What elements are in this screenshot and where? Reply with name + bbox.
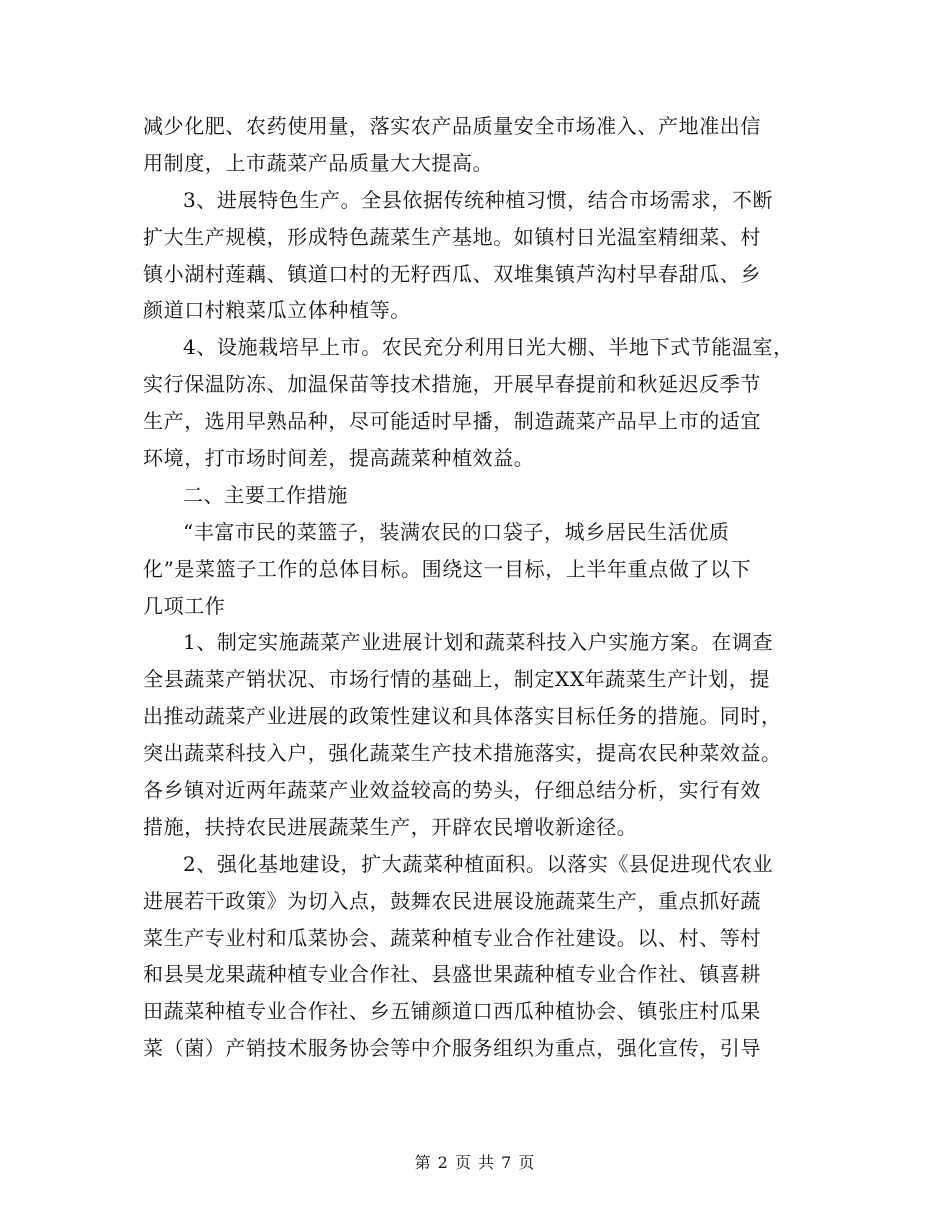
text-line: 1、制定实施蔬菜产业进展计划和蔬菜科技入户实施方案。在调查 bbox=[183, 630, 774, 655]
text-line: 菜（菌）产销技术服务协会等中介服务组织为重点，强化宣传，引导 bbox=[143, 1036, 761, 1061]
text-line: 和县昊龙果蔬种植专业合作社、县盛世果蔬种植专业合作社、镇喜耕 bbox=[143, 962, 761, 987]
text-line: 措施，扶持农民进展蔬菜生产，开辟农民增收新途径。 bbox=[143, 814, 638, 839]
text-line: 颜道口村粮菜瓜立体种植等。 bbox=[143, 298, 411, 323]
text-line: 3、进展特色生产。全县依据传统种植习惯，结合市场需求，不断 bbox=[183, 187, 774, 212]
text-line: 环境，打市场时间差，提高蔬菜种植效益。 bbox=[143, 446, 535, 471]
text-line: 2、强化基地建设，扩大蔬菜种植面积。以落实《县促进现代农业 bbox=[183, 851, 774, 876]
text-line: 化”是菜篮子工作的总体目标。围绕这一目标，上半年重点做了以下 bbox=[143, 556, 752, 581]
document-body bbox=[143, 108, 813, 1067]
text-line: 进展若干政策》为切入点，鼓舞农民进展设施蔬菜生产，重点抓好蔬 bbox=[143, 888, 761, 913]
page-footer: 第 2 页 共 7 页 bbox=[414, 1153, 536, 1172]
text-line: 突出蔬菜科技入户，强化蔬菜生产技术措施落实，提高农民种菜效益。 bbox=[143, 741, 782, 766]
text-line: “丰富市民的菜篮子，装满农民的口袋子，城乡居民生活优质 bbox=[183, 519, 730, 544]
text-line: 扩大生产规模，形成特色蔬菜生产基地。如镇村日光温室精细菜、村 bbox=[143, 224, 761, 249]
text-line: 实行保温防冻、加温保苗等技术措施，开展早春提前和秋延迟反季节 bbox=[143, 372, 761, 397]
text-line: 田蔬菜种植专业合作社、乡五铺颜道口西瓜种植协会、镇张庄村瓜果 bbox=[143, 999, 761, 1024]
text-line: 全县蔬菜产销状况、市场行情的基础上，制定XX年蔬菜生产计划，提 bbox=[143, 667, 771, 692]
text-line: 镇小湖村莲藕、镇道口村的无籽西瓜、双堆集镇芦沟村早春甜瓜、乡 bbox=[143, 261, 761, 286]
text-line: 二、主要工作措施 bbox=[183, 482, 348, 507]
text-line: 减少化肥、农药使用量，落实农产品质量安全市场准入、产地准出信 bbox=[143, 114, 761, 138]
text-line: 生产，选用早熟品种，尽可能适时早播，制造蔬菜产品早上市的适宜 bbox=[143, 409, 761, 434]
text-line: 4、设施栽培早上市。农民充分利用日光大棚、半地下式节能温室， bbox=[183, 335, 794, 360]
text-line: 出推动蔬菜产业进展的政策性建议和具体落实目标任务的措施。同时， bbox=[143, 704, 782, 729]
text-line: 各乡镇对近两年蔬菜产业效益较高的势头，仔细总结分析，实行有效 bbox=[143, 778, 761, 803]
text-line: 几项工作 bbox=[143, 593, 226, 618]
text-line: 菜生产专业村和瓜菜协会、蔬菜种植专业合作社建设。以、村、等村 bbox=[143, 925, 761, 950]
text-line: 用制度，上市蔬菜产品质量大大提高。 bbox=[143, 150, 494, 175]
